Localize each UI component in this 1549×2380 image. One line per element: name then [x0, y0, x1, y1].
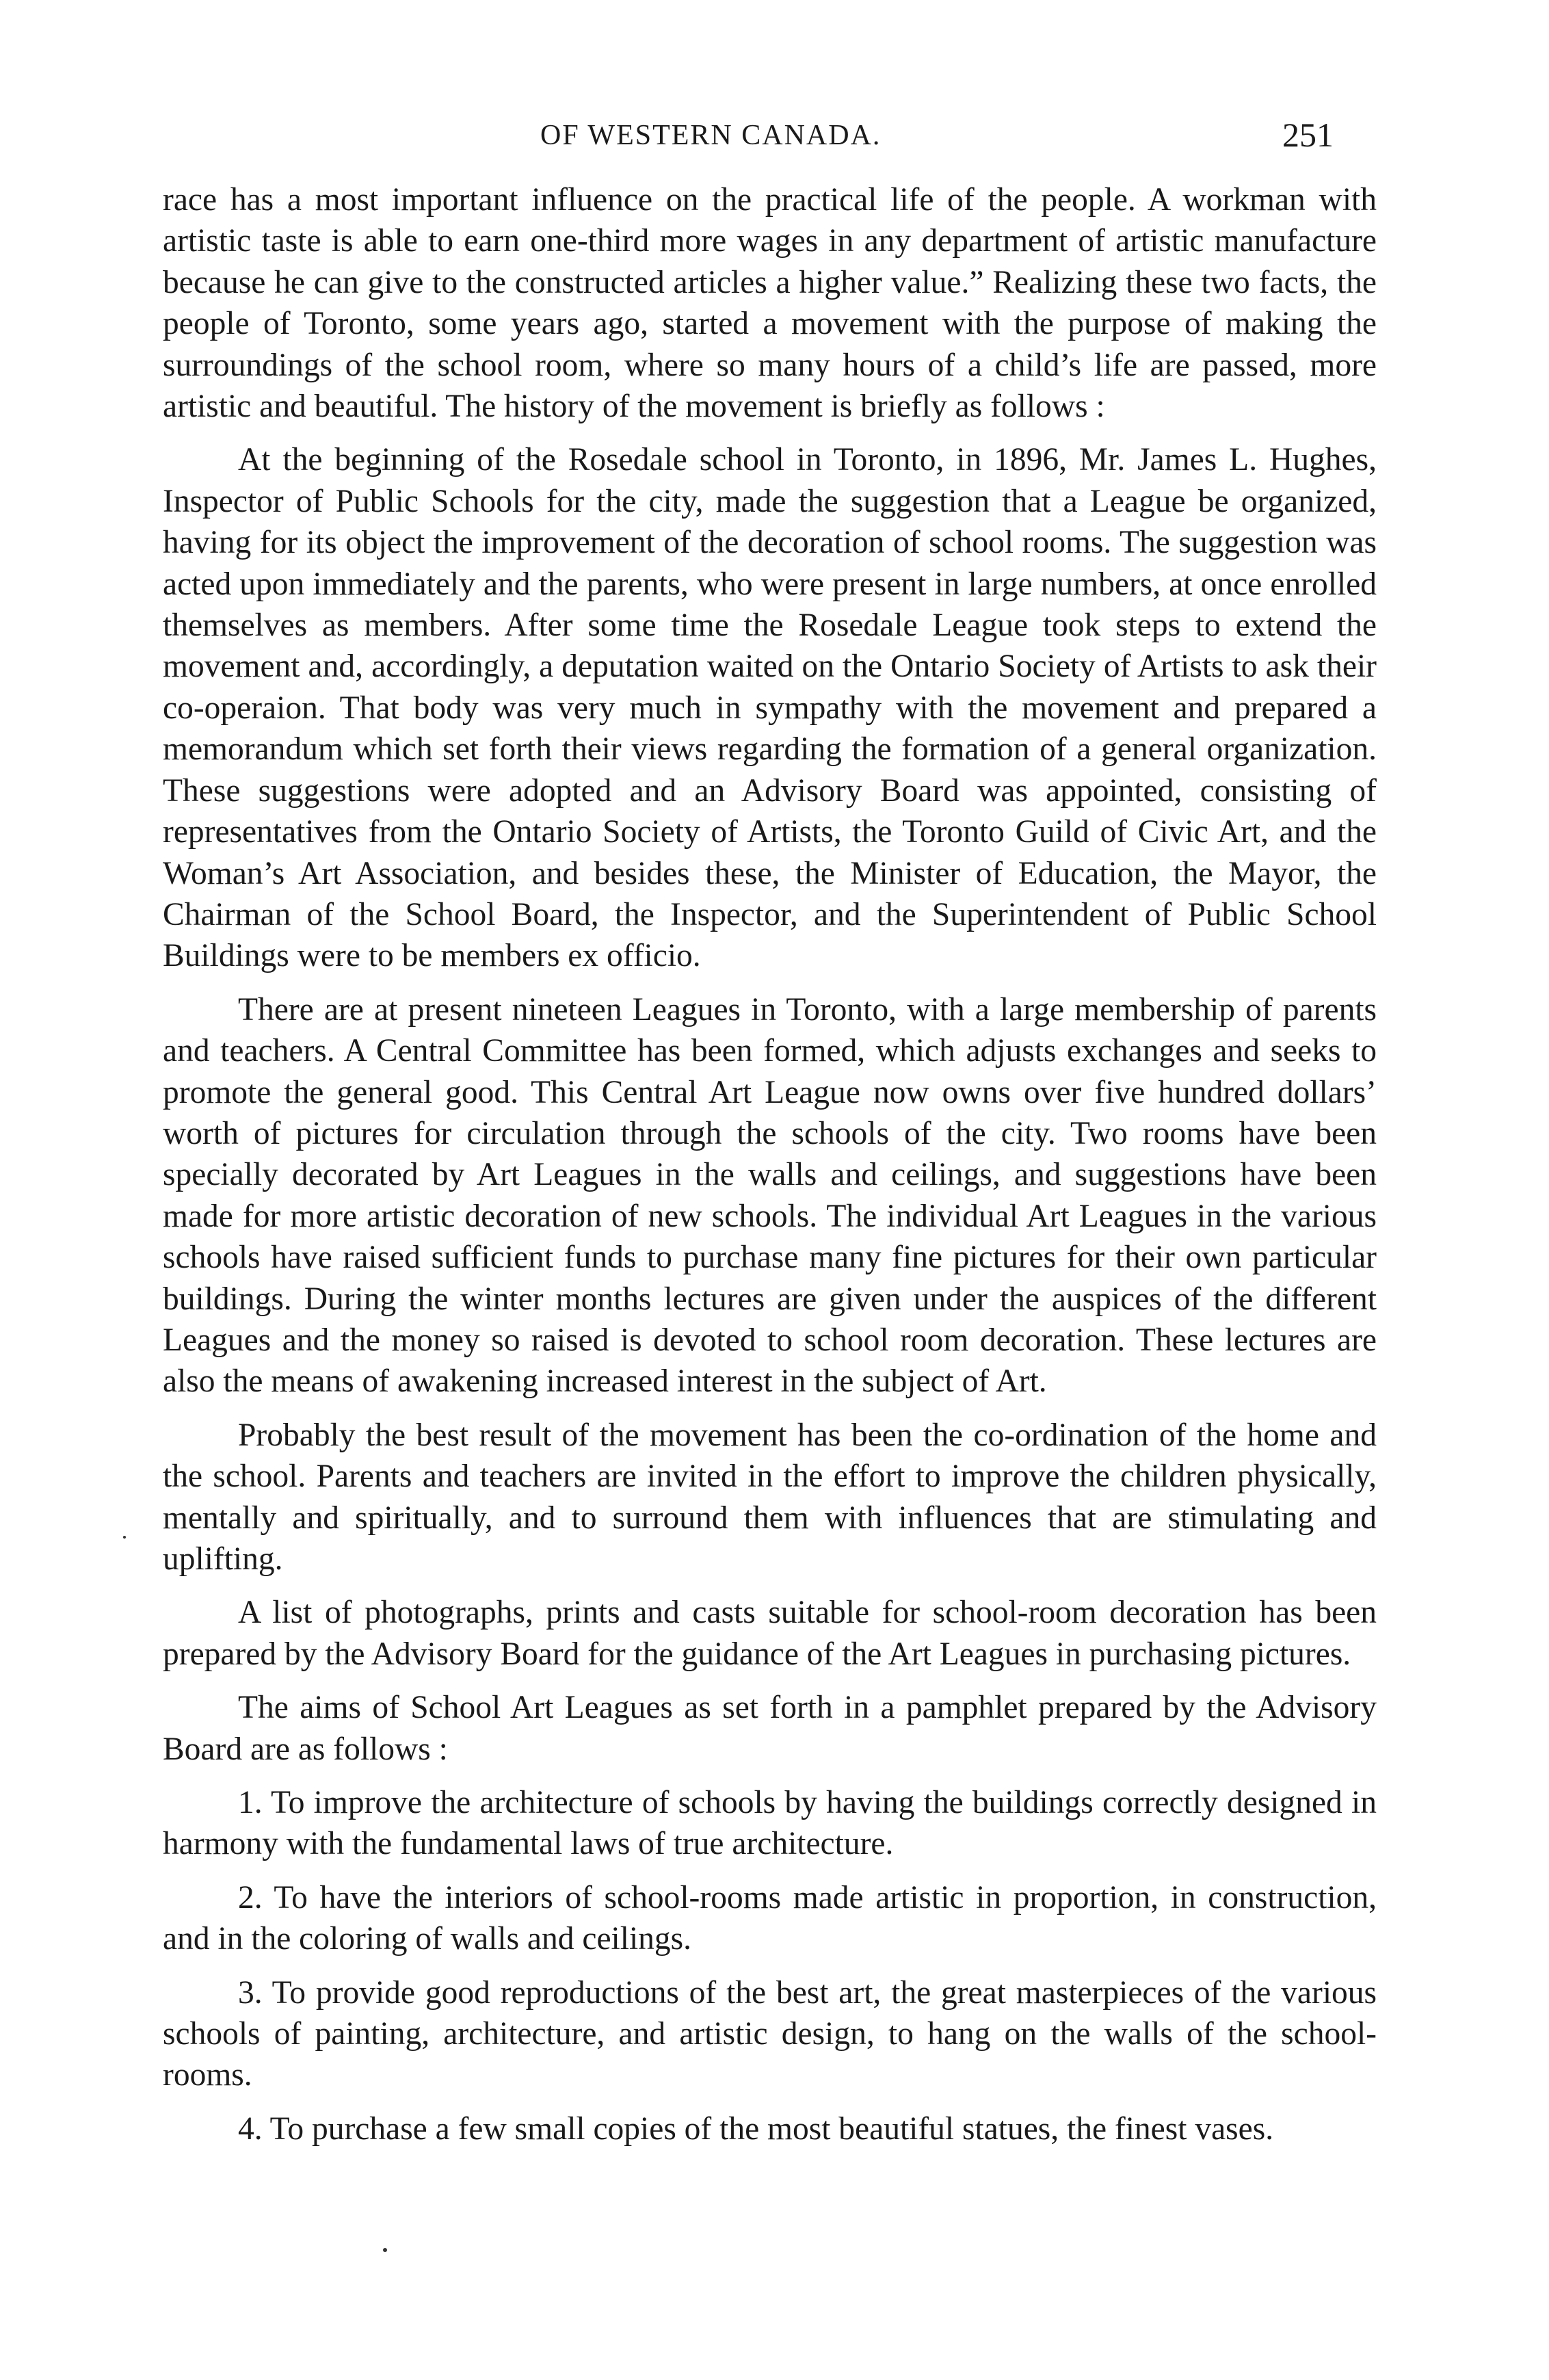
paragraph-continuation: race has a most important influence on the practical life of the people. A workman with artistic taste is able to earn one-third more wages in any department of artistic manufacture because he can give to the constructed articles a higher value.” Realizing these two facts, the people of Toronto, some years ago, started a movement with the purpose of making the surroundings of the school room, where so many hours of a child’s life are passed, more artistic and beautiful. The history of the movement is briefly as follows :: [163, 182, 1377, 425]
page-number: 251: [1282, 116, 1334, 154]
scan-speck: [383, 2248, 387, 2252]
running-title: OF WESTERN CANADA.: [540, 120, 882, 151]
paragraph-leagues-present: There are at present nineteen Leagues in Toronto, with a large membership of parents and teachers. A Central Committee has been formed, which adjusts exchanges and seeks to promote the general good. This Central Art League now owns over five hundred dollars’ worth of pictures for circulation through the schools of the city. Two rooms have been specially decorated by Art Leagues in the walls and ceilings, and suggestions have been made for more artistic decoration of new schools. The individual Art Leagues in the various schools have raised sufficient funds to purchase many fine pictures for their own particular buildings. During the winter months lectures are given under the auspices of the different Leagues and the money so raised is devoted to school room decoration. These lectures are also the means of awakening increased interest in the subject of Art.: [163, 991, 1377, 1400]
list-item-aim-1: 1. To improve the architecture of schools by having the buildings correctly designed in harmony with the fundamental laws of true architecture.: [163, 1785, 1377, 1862]
paragraph-photograph-list: A list of photographs, prints and casts suitable for school-room decoration has been prepared by the Advisory Board for the guidance of the Art Leagues in purchasing pictures.: [163, 1595, 1377, 1672]
list-item-aim-4: 4. To purchase a few small copies of the most beautiful statues, the finest vases.: [238, 2110, 1274, 2147]
running-head: [0, 109, 1549, 157]
paragraph-aims-intro: The aims of School Art Leagues as set forth in a pamphlet prepared by the Advisory Board are as follows :: [163, 1690, 1377, 1767]
list-item-aim-2: 2. To have the interiors of school-rooms made artistic in proportion, in construction, and in the coloring of walls and ceilings.: [163, 1879, 1377, 1957]
list-item-aim-3: 3. To provide good reproductions of the best art, the great masterpieces of the various schools of painting, architecture, and artistic design, to hang on the walls of the school-rooms.: [163, 1974, 1377, 2093]
body-text: [163, 179, 1377, 2162]
scan-speck: [123, 1536, 126, 1539]
paragraph-best-result: Probably the best result of the movement has been the co-ordination of the home and the school. Parents and teachers are invited in the effort to improve the children physically, mentally and spiritually, and to surround them with influences that are stimulating and uplifting.: [163, 1417, 1377, 1577]
paragraph-rosedale-history: At the beginning of the Rosedale school in Toronto, in 1896, Mr. James L. Hughes, Inspector of Public Schools for the city, made the suggestion that a League be organized, having for its object the improvement of the decoration of school rooms. The suggestion was acted upon immediately and the parents, who were present in large numbers, at once enrolled themselves as members. After some time the Rosedale League took steps to extend the movement and, accordingly, a deputation waited on the Ontario Society of Artists to ask their co-operaion. That body was very much in sympathy with the movement and prepared a memorandum which set forth their views regarding the formation of a general organization. These suggestions were adopted and an Advisory Board was appointed, consisting of representatives from the Ontario Society of Artists, the Toronto Guild of Civic Art, and the Woman’s Art Association, and besides these, the Minister of Education, the Mayor, the Chairman of the School Board, the Inspector, and the Superintendent of Public School Buildings were to be members ex officio.: [163, 442, 1377, 974]
